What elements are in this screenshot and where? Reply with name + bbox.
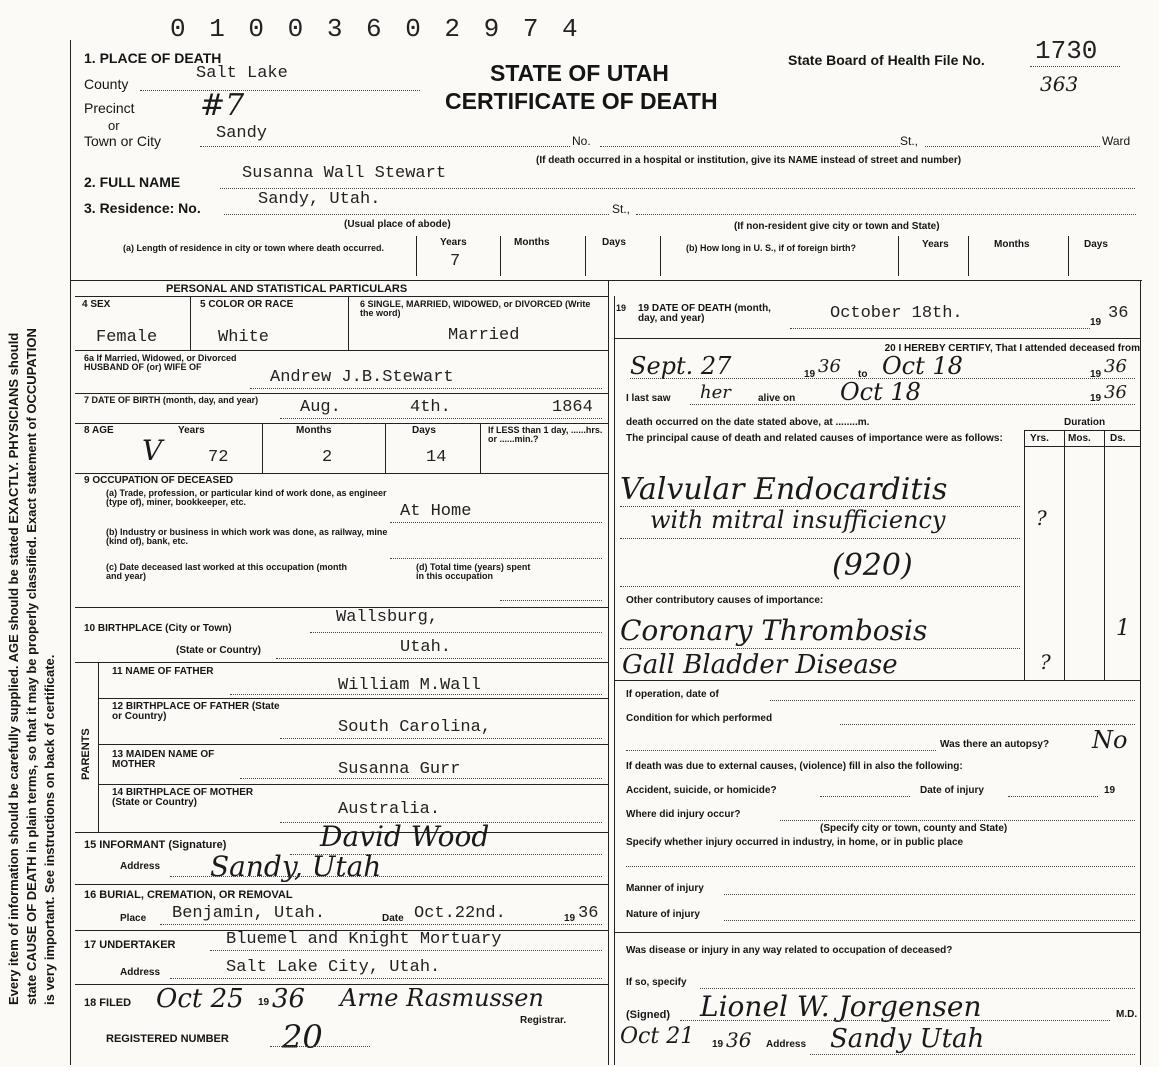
mother-birthplace-label: 14 BIRTHPLACE OF MOTHER (State or Country) <box>112 787 254 808</box>
physician-signature: Lionel W. Jorgensen <box>700 990 982 1023</box>
signed-year: 36 <box>726 1028 752 1052</box>
certify-to-label: to <box>858 369 868 380</box>
residence-st-label: St., <box>612 202 631 216</box>
autopsy-value: No <box>1092 726 1128 754</box>
father-name-label: 11 NAME OF FATHER <box>112 666 214 677</box>
length-of-residence-label: (a) Length of residence in city or town where death occurred. <box>122 243 385 253</box>
town-value: Sandy <box>216 124 268 143</box>
age-years-label: Years <box>178 425 205 436</box>
residence-label: 3. Residence: No. <box>84 200 201 216</box>
residence-value: Sandy, Utah. <box>258 190 381 209</box>
signed-address: Sandy Utah <box>830 1024 985 1054</box>
us-days-label: Days <box>1084 239 1108 250</box>
mother-name-label: 13 MAIDEN NAME OF MOTHER <box>112 749 215 770</box>
undertaker-address: Salt Lake City, Utah. <box>226 958 441 977</box>
occupation-b-label: (b) Industry or business in which work was done, as railway, mine (kind of), bank, etc. <box>106 527 388 546</box>
filed-label: 18 FILED <box>84 997 132 1009</box>
certify-to: Oct 18 <box>882 352 963 380</box>
certify-alive-label: alive on <box>758 393 796 404</box>
condition-label: Condition for which performed <box>626 713 773 724</box>
certify-year3-prefix: 19 <box>1090 393 1102 404</box>
registrar-label: Registrar. <box>520 1015 567 1026</box>
death-date-number: 19 <box>616 303 627 313</box>
father-birthplace: South Carolina, <box>338 718 492 737</box>
registered-number: 20 <box>282 1018 323 1056</box>
filed-date: Oct 25 <box>156 984 244 1014</box>
birthplace-city: Wallsburg, <box>336 608 439 627</box>
marital-label: 6 SINGLE, MARRIED, WIDOWED, or DIVORCED (Write the word) <box>360 299 591 318</box>
nonresident-note: (If non-resident give city or town and State) <box>734 221 940 232</box>
file-number-2: 363 <box>1040 72 1079 96</box>
certify-saw-pronoun: her <box>700 382 731 403</box>
signed-year-prefix: 19 <box>712 1039 724 1050</box>
informant-address: Sandy, Utah <box>210 850 382 883</box>
death-date-value: October 18th. <box>830 304 963 323</box>
registrar-signature: Arne Rasmussen <box>340 984 544 1012</box>
informant-label: 15 INFORMANT (Signature) <box>84 839 227 851</box>
other-cause-2-duration: ? <box>1040 650 1051 674</box>
duration-mos-label: Mos. <box>1068 433 1091 444</box>
certify-label: 20 I HEREBY CERTIFY, That I attended deceased from <box>884 343 1140 354</box>
certify-year1-prefix: 19 <box>804 369 816 380</box>
us-months-label: Months <box>994 239 1030 250</box>
full-name-label: 2. FULL NAME <box>84 174 181 190</box>
duration-ds-label: Ds. <box>1110 433 1126 444</box>
spouse-value: Andrew J.B.Stewart <box>270 368 454 387</box>
filed-year-prefix: 19 <box>258 997 270 1008</box>
injury-year-prefix: 19 <box>1104 785 1116 796</box>
certify-saw-label: I last saw <box>626 393 671 404</box>
accident-label: Accident, suicide, or homicide? <box>626 785 777 796</box>
us-years-label: Years <box>922 239 949 250</box>
certify-alive-date: Oct 18 <box>840 378 921 406</box>
injury-date-label: Date of injury <box>920 785 984 796</box>
occupation-a-value: At Home <box>400 502 472 521</box>
age-years: 72 <box>208 448 229 467</box>
birthplace-state: Utah. <box>400 638 452 657</box>
occupation-label: 9 OCCUPATION OF DECEASED <box>84 475 234 486</box>
birth-day: 4th. <box>410 398 451 417</box>
occupation-d-label: (d) Total time (years) spent in this occupation <box>416 562 531 581</box>
burial-year-prefix: 19 <box>564 913 576 924</box>
operation-label: If operation, date of <box>626 689 719 700</box>
birthplace-state-label: (State or Country) <box>176 645 261 656</box>
occupation-a-label: (a) Trade, profession, or particular kind of work done, as engineer (type of), miner, bookkeeper, etc. <box>106 488 387 507</box>
burial-date-label: Date <box>382 913 404 924</box>
burial-year: 36 <box>578 904 599 923</box>
side-instructions-line1: Every item of information should be carefully supplied. AGE should be stated EXACTLY. PHYSICIANS should <box>6 332 21 1005</box>
undertaker-value: Bluemel and Knight Mortuary <box>226 930 502 949</box>
precinct-label: Precinct <box>84 100 135 116</box>
residence-years-label: Years <box>440 237 467 248</box>
certify-year2: 36 <box>1104 356 1127 377</box>
town-label: Town or City <box>84 133 162 149</box>
burial-date: Oct.22nd. <box>414 904 506 923</box>
cause-primary: Valvular Endocarditis <box>620 472 948 507</box>
age-days-label: Days <box>412 425 436 436</box>
where-injury-label: Where did injury occur? <box>626 809 741 820</box>
color-label: 5 COLOR OR RACE <box>200 299 294 310</box>
signed-label: (Signed) <box>626 1009 670 1021</box>
certify-from: Sept. 27 <box>630 352 732 380</box>
place-of-death-label: 1. PLACE OF DEATH <box>84 50 222 66</box>
file-number: 1730 <box>1035 36 1098 66</box>
residence-months-label: Months <box>514 237 550 248</box>
residence-days-label: Days <box>602 237 626 248</box>
certificate-title: CERTIFICATE OF DEATH <box>445 88 718 114</box>
other-causes-label: Other contributory causes of importance: <box>626 595 824 606</box>
residence-years-value: 7 <box>450 252 461 271</box>
color-value: White <box>218 328 270 347</box>
undertaker-address-label: Address <box>120 967 161 978</box>
parents-side-label: PARENTS <box>80 728 92 780</box>
mother-name: Susanna Gurr <box>338 760 461 779</box>
other-cause-1-duration: 1 <box>1116 616 1130 641</box>
cause-secondary: with mitral insufficiency <box>650 506 946 534</box>
informant-address-label: Address <box>120 861 161 872</box>
md-label: M.D. <box>1116 1009 1138 1020</box>
birthplace-label: 10 BIRTHPLACE (City or Town) <box>84 623 232 634</box>
filed-year: 36 <box>272 984 306 1014</box>
abode-note: (Usual place of abode) <box>344 219 451 230</box>
age-months: 2 <box>322 448 333 467</box>
occupation-c-label: (c) Date deceased last worked at this occupation (month and year) <box>106 562 348 581</box>
age-less-label: If LESS than 1 day, ......hrs. or ......min.? <box>488 425 603 444</box>
duration-label: Duration <box>1064 417 1106 428</box>
certify-year2-prefix: 19 <box>1090 369 1102 380</box>
other-cause-1: Coronary Thrombosis <box>620 614 928 647</box>
burial-place-label: Place <box>120 913 147 924</box>
nature-label: Nature of injury <box>626 909 700 920</box>
manner-label: Manner of injury <box>626 883 704 894</box>
precinct-value: #7 <box>200 88 245 123</box>
file-label: State Board of Health File No. <box>788 52 985 68</box>
cause-code: (920) <box>832 548 913 583</box>
registered-number-label: REGISTERED NUMBER <box>106 1033 229 1045</box>
side-instructions-line3: is very important. See instructions on back of certificate. <box>42 654 57 1005</box>
county-value: Salt Lake <box>196 64 288 83</box>
burial-place: Benjamin, Utah. <box>172 904 326 923</box>
informant-signature: David Wood <box>320 820 490 853</box>
side-instructions-line2: state CAUSE OF DEATH in plain terms, so that it may be properly classified. Exact statement of OCCUPATION <box>24 328 39 1005</box>
age-check-mark: V <box>142 434 163 467</box>
age-months-label: Months <box>296 425 332 436</box>
spouse-label: 6a If Married, Widowed, or Divorced HUSBAND OF (or) WIFE OF <box>84 353 237 372</box>
death-date-label: 19 DATE OF DEATH (month, day, and year) <box>638 303 771 324</box>
cause-label: The principal cause of death and related causes of importance were as follows: <box>626 433 1003 444</box>
external-label: If death was due to external causes, (violence) fill in also the following: <box>626 761 963 772</box>
mother-birthplace: Australia. <box>338 800 441 819</box>
serial-number: 0 1 0 0 3 6 0 2 9 7 4 <box>170 14 582 44</box>
street-no-label: No. <box>572 134 591 148</box>
occupation-related-label: Was disease or injury in any way related to occupation of deceased? <box>626 945 953 956</box>
death-year-prefix: 19 <box>1090 317 1102 328</box>
sex-value: Female <box>96 328 158 347</box>
county-label: County <box>84 76 129 92</box>
street-label: St., <box>900 134 919 148</box>
age-label: 8 AGE <box>84 425 114 436</box>
undertaker-label: 17 UNDERTAKER <box>84 939 176 951</box>
specify-note: (Specify city or town, county and State) <box>820 823 1008 834</box>
personal-header: PERSONAL AND STATISTICAL PARTICULARS <box>166 283 408 295</box>
signed-date: Oct 21 <box>620 1024 695 1049</box>
us-residence-label: (b) How long in U. S., if of foreign birth? <box>686 243 856 253</box>
ward-label: Ward <box>1102 134 1131 148</box>
industry-label: Specify whether injury occurred in industry, in home, or in public place <box>626 837 964 848</box>
state-title: STATE OF UTAH <box>490 60 669 86</box>
signed-address-label: Address <box>766 1039 807 1050</box>
hospital-note: (If death occurred in a hospital or institution, give its NAME instead of street and number) <box>536 155 962 166</box>
father-birthplace-label: 12 BIRTHPLACE OF FATHER (State or Country) <box>112 701 280 722</box>
duration-yrs-label: Yrs. <box>1030 433 1049 444</box>
autopsy-label: Was there an autopsy? <box>940 739 1050 750</box>
age-days: 14 <box>426 448 447 467</box>
occurred-label: death occurred on the date stated above, at ........m. <box>626 417 870 428</box>
if-so-label: If so, specify <box>626 977 687 988</box>
marital-value: Married <box>448 326 520 345</box>
or-label: or <box>108 118 120 133</box>
father-name: William M.Wall <box>338 676 481 695</box>
birth-label: 7 DATE OF BIRTH (month, day, and year) <box>84 395 259 405</box>
other-cause-2: Gall Bladder Disease <box>622 650 898 680</box>
birth-month: Aug. <box>300 398 341 417</box>
sex-label: 4 SEX <box>82 299 111 310</box>
burial-label: 16 BURIAL, CREMATION, OR REMOVAL <box>84 889 293 901</box>
birth-year: 1864 <box>552 398 593 417</box>
certify-year1: 36 <box>818 356 841 377</box>
death-year: 36 <box>1108 304 1129 323</box>
full-name-value: Susanna Wall Stewart <box>242 164 447 183</box>
cause-duration: ? <box>1036 506 1047 530</box>
certify-year3: 36 <box>1104 382 1127 403</box>
